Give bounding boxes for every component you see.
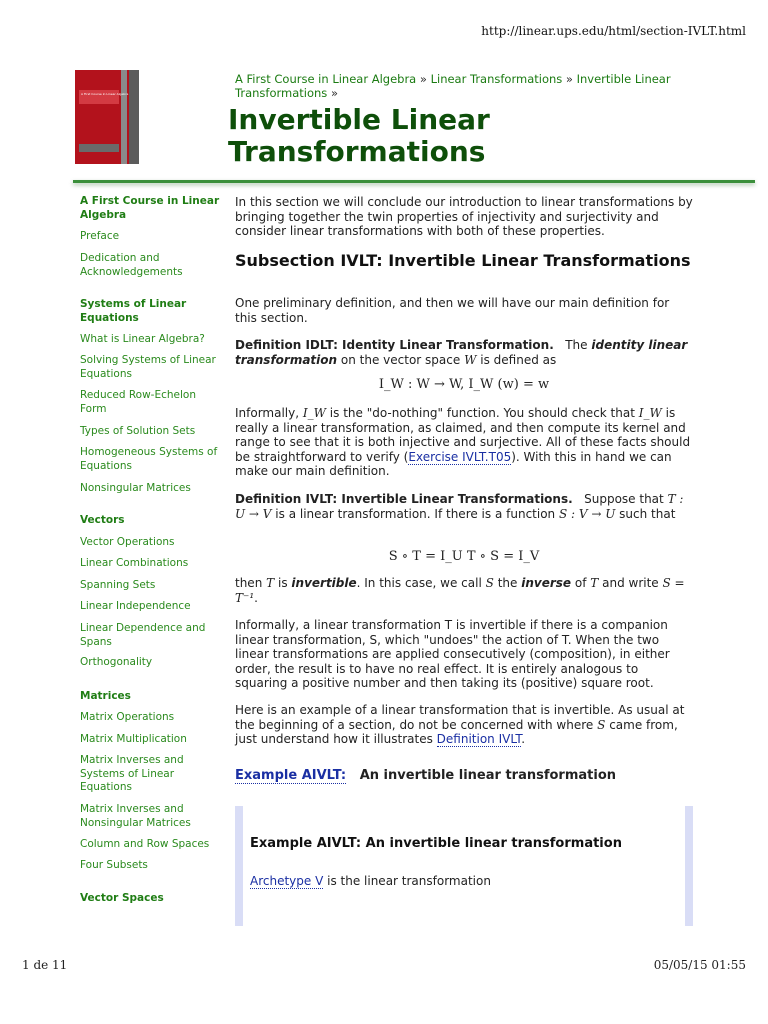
page-url: http://linear.ups.edu/html/section-IVLT.html bbox=[481, 24, 746, 38]
breadcrumb-book[interactable]: A First Course in Linear Algebra bbox=[235, 72, 417, 86]
sidebar-item[interactable]: Reduced Row-Echelon Form bbox=[80, 389, 196, 415]
breadcrumb: A First Course in Linear Algebra » Linear Transformations » Invertible Linear Transformations » bbox=[235, 72, 671, 100]
cover-title: A First Course in Linear Algebra bbox=[81, 92, 129, 96]
sidebar-item[interactable]: Solving Systems of Linear Equations bbox=[80, 354, 216, 380]
sidebar-item[interactable]: Nonsingular Matrices bbox=[80, 482, 191, 494]
subsection-title: Subsection IVLT: Invertible Linear Transformations bbox=[235, 251, 691, 270]
sidebar-item[interactable]: Matrix Inverses and Nonsingular Matrices bbox=[80, 803, 191, 829]
example-tag-link[interactable]: Example AIVLT: bbox=[235, 768, 347, 783]
definition-ivlt: Definition IVLT: Invertible Linear Transformations. Suppose that T : U → V is a linear transformation. If there is a function S : V → U such that bbox=[235, 492, 684, 521]
breadcrumb-section[interactable]: Invertible Linear Transformations bbox=[235, 72, 671, 100]
sidebar-item[interactable]: Spanning Sets bbox=[80, 579, 156, 591]
sidebar-group-heading[interactable]: Vector Spaces bbox=[80, 892, 164, 904]
prelim-paragraph: One preliminary definition, and then we will have our main definition for this section. bbox=[235, 296, 670, 325]
informal-paragraph-2: Informally, a linear transformation T is invertible if there is a companion linear transformation, S, which "undoes" the action of T. When the two linear transformations are applied consecutively (composition), in either order, the result is to have no real effect. It is entirely analogous to squaring a positive number and then taking its (positive) square root. bbox=[235, 618, 670, 690]
informal-paragraph-1: Informally, I_W is the "do-nothing" function. You should check that I_W is really a linear transformation, as claimed, and then compute its kernel and range to see that it is both injective and surjective. All of these facts should be straightforward to verify (Exercise IVLT.T05). With this in hand we can make our main definition. bbox=[235, 406, 691, 478]
book-cover-image[interactable] bbox=[75, 70, 139, 164]
sidebar-item[interactable]: Four Subsets bbox=[80, 859, 148, 871]
sidebar-item[interactable]: Dedication and Acknowledgements bbox=[80, 252, 183, 278]
example-box bbox=[235, 806, 693, 926]
sidebar-item[interactable]: Linear Dependence and Spans bbox=[80, 622, 206, 648]
sidebar-item[interactable]: Vector Operations bbox=[80, 536, 175, 548]
example-heading: Example AIVLT: An invertible linear transformation bbox=[235, 768, 617, 783]
sidebar-item[interactable]: Matrix Inverses and Systems of Linear Equations bbox=[80, 754, 184, 793]
sidebar-group-heading[interactable]: Matrices bbox=[80, 690, 131, 702]
sidebar-item[interactable]: Orthogonality bbox=[80, 656, 153, 668]
page-title: Invertible Linear Transformations bbox=[228, 103, 490, 168]
sidebar-group-heading[interactable]: A First Course in Linear Algebra bbox=[80, 195, 220, 221]
example-box-text: Archetype V is the linear transformation bbox=[250, 874, 491, 888]
definition-idlt: Definition IDLT: Identity Linear Transformation. The identity linear transformation on the vector space W is defined as bbox=[235, 338, 688, 367]
sidebar-group-heading[interactable]: Systems of Linear Equations bbox=[80, 298, 187, 324]
sidebar-group-heading[interactable]: Vectors bbox=[80, 514, 125, 526]
sidebar-item[interactable]: Matrix Operations bbox=[80, 711, 175, 723]
exercise-link[interactable]: Exercise IVLT.T05 bbox=[408, 449, 512, 464]
example-box-heading: Example AIVLT: An invertible linear transformation bbox=[250, 836, 622, 851]
breadcrumb-chapter[interactable]: Linear Transformations bbox=[430, 72, 563, 86]
intro-paragraph: In this section we will conclude our introduction to linear transformations by bringing together the twin properties of injectivity and surjectivity and consider linear transformations with both of these properties. bbox=[235, 195, 693, 238]
header-divider bbox=[73, 180, 755, 183]
archetype-v-link[interactable]: Archetype V bbox=[250, 874, 324, 888]
example-intro-paragraph: Here is an example of a linear transformation that is invertible. As usual at the beginning of a section, do not be concerned with where S came from, just understand how it illustrates Definition IVLT. bbox=[235, 703, 685, 746]
sidebar-item[interactable]: Linear Combinations bbox=[80, 557, 189, 569]
definition-ivlt-link[interactable]: Definition IVLT bbox=[436, 732, 522, 746]
sidebar-item[interactable]: Linear Independence bbox=[80, 600, 191, 612]
equation-identity: I_W : W → W, I_W (w) = w bbox=[378, 377, 550, 392]
sidebar-item[interactable]: Homogeneous Systems of Equations bbox=[80, 446, 218, 472]
sidebar-item[interactable]: Matrix Multiplication bbox=[80, 733, 187, 745]
sidebar-item[interactable]: Preface bbox=[80, 230, 120, 242]
sidebar-item[interactable]: Column and Row Spaces bbox=[80, 838, 210, 850]
sidebar-item[interactable]: What is Linear Algebra? bbox=[80, 333, 205, 345]
print-datetime: 05/05/15 01:55 bbox=[653, 958, 746, 972]
then-paragraph: then T is invertible. In this case, we call S the inverse of T and write S = T⁻¹. bbox=[235, 576, 685, 605]
equation-inverse: S ∘ T = I_U T ∘ S = I_V bbox=[388, 549, 540, 564]
page-count: 1 de 11 bbox=[22, 958, 68, 972]
sidebar-item[interactable]: Types of Solution Sets bbox=[80, 425, 196, 437]
